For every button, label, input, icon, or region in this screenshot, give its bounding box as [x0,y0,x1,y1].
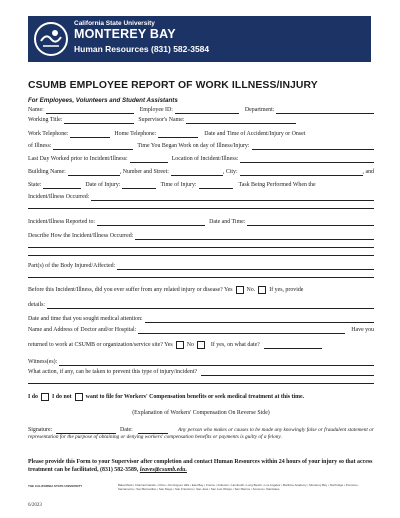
building-field[interactable] [68,169,120,176]
row-building [28,168,374,176]
work-telephone-label: Work Telephone: [28,131,69,137]
if-yes-provide-label: If yes, provide [269,287,304,293]
date-of-injury-field[interactable] [122,182,156,189]
row-doctor [28,326,374,334]
prior-no-checkbox[interactable] [258,286,266,294]
details-field[interactable] [47,302,374,309]
incident-occurred-line-2[interactable] [28,201,374,209]
row-prior-injury [28,286,374,294]
onset-label-cont: of Illness: [28,143,52,149]
supervisor-label: Supervisor's Name: [138,117,185,123]
row-body-parts [28,262,374,270]
row-file-choice [28,393,374,401]
row-witnesses [28,358,374,366]
working-title-label: Working Title: [28,117,63,123]
signature-date-label: Date: [120,427,133,433]
street-field[interactable] [171,169,223,176]
supervisor-field[interactable] [186,117,296,124]
prevent-label: What action, if any, can be taken to prevent this type of injury/incident? [28,369,198,375]
want-to-file-label: want to file for Workers' Compensation benefits or seek medical treatment at this time. [85,394,305,400]
returned-label: returned to work at CSUMB or organization/service site? Yes [28,342,173,348]
state-field[interactable] [43,182,81,189]
campus-list: Bakersfield • Channel Islands • Chico • Dominguez Hills • East Bay • Fresno • Fullerton • Humboldt • Long Beach • Los Angeles • Maritime Academy • Monterey Bay • Northridge • Pomona • Sacramento • San Bernardino • San Diego • San Francisco • San José • San Luis Obispo • San Marcos • Sonoma • Stanislaus [118,483,359,491]
prior-no-label: No. [246,287,256,293]
and-label: , and [362,169,374,175]
location-label: Location of Incident/Illness: [171,156,239,162]
time-began-label: Time You Began Work on day of Illness/Injury: [137,143,250,149]
department-label: Department: [244,107,275,113]
employee-id-label: Employee ID: [139,107,173,113]
notice-text: Please provide this Form to your Supervisor after completion and contact Human Resources within 24 hours of your injury so that access treatment can be facilitated, (831) 582-3589, [28,459,373,473]
csu-footer-logo: THE CALIFORNIA STATE UNIVERSITY [28,484,83,488]
describe-line-3[interactable] [28,248,374,256]
reported-date-field[interactable] [247,219,374,226]
row-name [28,106,374,114]
header-banner [28,16,371,62]
name-field[interactable] [46,107,134,114]
signature-label: Signature: [28,427,53,433]
employee-id-field[interactable] [175,107,239,114]
working-title-field[interactable] [64,117,134,124]
task-label: Task Being Performed When the [238,182,316,188]
row-working-title [28,116,374,124]
row-details [28,301,374,309]
row-incident [28,193,374,201]
row-last-day [28,155,374,163]
prevent-field[interactable] [201,369,374,376]
i-do-checkbox[interactable] [41,393,49,401]
city-field[interactable] [240,169,363,176]
doctor-field[interactable] [138,327,345,334]
returned-no-label: No [186,342,194,348]
hr-phone: Human Resources (831) 582-3584 [74,44,210,54]
hr-email-link[interactable]: leaves@csumb.edu. [139,467,187,473]
incident-occurred-field[interactable] [91,194,374,201]
witnesses-field[interactable] [59,359,374,366]
have-you-label: Have you [351,327,374,333]
returned-date-field[interactable] [264,342,322,349]
home-telephone-label: Home Telephone: [114,131,157,137]
revision-date: 6/2023 [28,503,42,508]
time-began-field[interactable] [252,143,374,150]
reported-to-label: Incident/Illness Reported to: [28,219,96,225]
i-do-not-label: I do not [52,394,72,400]
body-parts-line-2[interactable] [28,270,374,278]
describe-label: Describe How the Incident/Illness Occurred: [28,233,134,239]
onset-field[interactable] [53,143,133,150]
row-state [28,181,374,189]
prior-injury-label: Before this Incident/Illness, did you ever suffer from any related injury or disease? Yes [28,287,233,293]
csu-seal-icon [33,21,69,57]
body-parts-label: Part(s) of the Body Injured/Affected: [28,263,116,269]
form-body [28,106,374,474]
prevent-line-2[interactable] [28,376,374,384]
form-title: CSUMB EMPLOYEE REPORT OF WORK ILLNESS/INJURY [28,80,318,91]
campus-name: MONTEREY BAY [74,27,176,41]
state-label: State: [28,182,42,188]
time-of-injury-field[interactable] [199,182,233,189]
signature-block [28,426,374,450]
i-do-not-checkbox[interactable] [75,393,83,401]
describe-line-2[interactable] [28,240,374,248]
university-name: California State University [74,20,155,27]
contact-notice [28,458,374,474]
date-of-injury-label: Date of Injury: [85,182,121,188]
returned-date-label: If yes, on what date? [210,342,260,348]
name-label: Name: [28,107,44,113]
details-label: details: [28,302,46,308]
time-of-injury-label: Time of Injury: [160,182,197,188]
city-label: , City: [222,169,238,175]
describe-field[interactable] [135,233,374,240]
building-label: Building Name: [28,169,66,175]
row-reported [28,218,374,226]
returned-no-checkbox[interactable] [197,341,205,349]
medical-date-label: Date and time that you sought medical attention: [28,316,143,322]
street-label: , Number and Street: [119,169,169,175]
location-field[interactable] [240,156,374,163]
last-day-label: Last Day Worked prior to Incident/Illness: [28,156,128,162]
prior-yes-checkbox[interactable] [236,286,244,294]
incident-occurred-label: Incident/Illness Occurred: [28,194,90,200]
returned-yes-checkbox[interactable] [176,341,184,349]
row-prevent [28,368,374,376]
reported-date-label: Date and Time: [209,219,246,225]
row-medical-date [28,315,374,323]
home-telephone-field[interactable] [158,131,198,138]
onset-label: Date and Time of Accident/Injury or Onset [204,131,306,137]
row-returned [28,341,374,349]
reported-to-field[interactable] [97,219,205,226]
work-telephone-field[interactable] [70,131,110,138]
row-onset [28,142,374,150]
department-field[interactable] [276,107,374,114]
i-do-label: I do [28,394,38,400]
form-subtitle: For Employees, Volunteers and Student Assistants [28,97,178,104]
witnesses-label: Witness(es): [28,359,58,365]
last-day-field[interactable] [130,156,168,163]
body-parts-field[interactable] [117,263,374,270]
doctor-label: Name and Address of Doctor and/or Hospital: [28,327,137,333]
fraud-warning: Any person who makes or causes to be made any knowingly false or fraudulent statement or representation for the purpose of obtaining or denying workers' compensation benefits or payments is guilty of a felony. [28,427,374,440]
medical-date-field[interactable] [145,316,374,323]
explanation-note: (Explanation of Workers' Compensation On Reverse Side) [132,410,270,416]
row-telephones [28,130,374,138]
row-describe [28,232,374,240]
